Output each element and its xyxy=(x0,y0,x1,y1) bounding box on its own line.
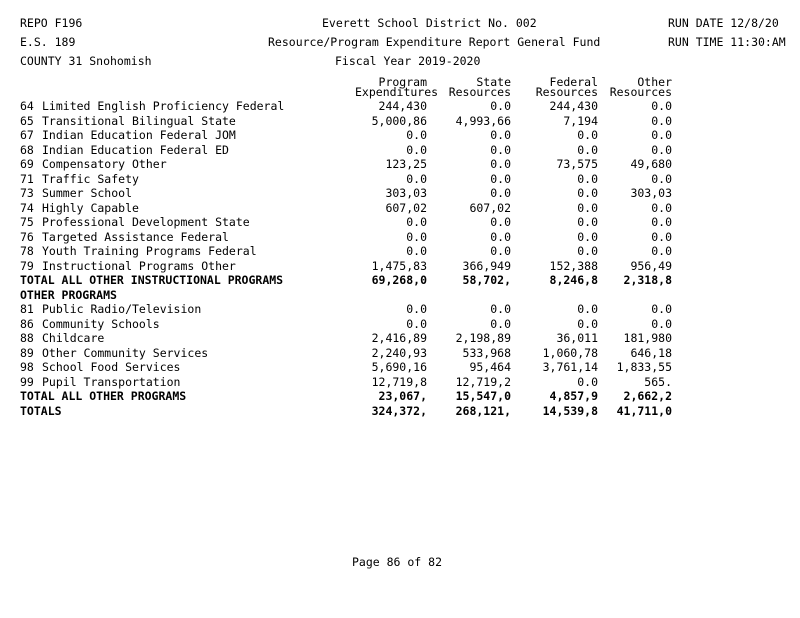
table-row-program: 0.0 xyxy=(406,244,427,258)
table-row-description: Professional Development State xyxy=(42,215,250,229)
table-row-federal: 244,430 xyxy=(549,99,598,113)
table-row-federal: 3,761,14 xyxy=(542,360,598,374)
instructional-total-row-state: 58,702, xyxy=(462,273,511,287)
grand-total-row-other: 41,711,0 xyxy=(616,403,672,418)
table-row-state: 0.0 xyxy=(490,157,511,171)
table-row-description: Highly Capable xyxy=(42,200,139,215)
table-row-description: Compensatory Other xyxy=(42,157,167,171)
table-row-other: 0.0 xyxy=(651,128,672,142)
table-row-program: 0.0 xyxy=(406,171,427,186)
table-row-federal: 36,011 xyxy=(556,331,598,345)
table-row-state: 607,02 xyxy=(469,200,511,215)
grand-total-row-federal: 14,539,8 xyxy=(542,403,598,418)
table-row-program: 123,25 xyxy=(385,157,427,171)
table-row-other: 1,833,55 xyxy=(616,360,672,374)
table-row-program: 0.0 xyxy=(406,128,427,142)
table-row-other: 0.0 xyxy=(651,200,672,215)
instructional-total-row-federal: 8,246,8 xyxy=(549,273,598,287)
table-row-program: 607,02 xyxy=(385,200,427,215)
page-number: Page 86 of 82 xyxy=(352,555,443,569)
table-row-state: 0.0 xyxy=(490,215,511,229)
table-row-code: 67 xyxy=(20,128,34,142)
table-row-federal: 0.0 xyxy=(577,186,598,200)
table-row-other: 49,680 xyxy=(630,157,672,171)
table-row-code: 89 xyxy=(20,345,34,360)
col-other-line1: Other xyxy=(637,75,672,89)
table-row-other: 0.0 xyxy=(651,171,672,186)
table-row-federal: 0.0 xyxy=(577,316,598,331)
table-row-other: 0.0 xyxy=(651,244,672,258)
table-row-description: Indian Education Federal JOM xyxy=(42,128,236,142)
table-row-other: 0.0 xyxy=(651,113,672,128)
report-title: Resource/Program Expenditure Report General Fund xyxy=(268,35,601,49)
table-row-program: 0.0 xyxy=(406,215,427,229)
table-row-other: 0.0 xyxy=(651,316,672,331)
table-row-state: 2,198,89 xyxy=(455,331,511,345)
table-row-other: 0.0 xyxy=(651,215,672,229)
table-row-federal: 152,388 xyxy=(549,258,598,273)
table-row-code: 79 xyxy=(20,258,34,273)
table-row-code: 69 xyxy=(20,157,34,171)
table-row-state: 0.0 xyxy=(490,128,511,142)
table-row-federal: 0.0 xyxy=(577,244,598,258)
table-row-other: 0.0 xyxy=(651,229,672,244)
table-row-code: 64 xyxy=(20,99,34,113)
table-row-other: 303,03 xyxy=(630,186,672,200)
table-row-federal: 0.0 xyxy=(577,229,598,244)
instructional-total-row-program: 69,268,0 xyxy=(371,273,427,287)
table-row-federal: 0.0 xyxy=(577,200,598,215)
other-total-row-state: 15,547,0 xyxy=(455,389,511,403)
table-row-other: 0.0 xyxy=(651,142,672,157)
table-row-code: 98 xyxy=(20,360,34,374)
table-row-program: 0.0 xyxy=(406,316,427,331)
table-row-description: Community Schools xyxy=(42,316,160,331)
col-federal-line2: Resources xyxy=(535,85,598,99)
table-row-description: Transitional Bilingual State xyxy=(42,113,236,128)
table-row-program: 0.0 xyxy=(406,229,427,244)
run-time: RUN TIME 11:30:AM xyxy=(668,35,786,49)
table-row-description: Youth Training Programs Federal xyxy=(42,244,257,258)
table-row-state: 533,968 xyxy=(462,345,511,360)
table-row-description: Summer School xyxy=(42,186,133,200)
table-row-other: 181,980 xyxy=(623,331,672,345)
table-row-description: Traffic Safety xyxy=(42,171,139,186)
table-row-code: 81 xyxy=(20,302,34,316)
table-row-code: 88 xyxy=(20,331,34,345)
table-row-program: 0.0 xyxy=(406,142,427,157)
col-other-line2: Resources xyxy=(609,85,672,99)
table-row-program: 2,240,93 xyxy=(371,345,427,360)
other-programs-heading: OTHER PROGRAMS xyxy=(20,287,117,302)
table-row-code: 75 xyxy=(20,215,34,229)
table-row-federal: 7,194 xyxy=(563,113,598,128)
table-row-state: 0.0 xyxy=(490,171,511,186)
table-row-other: 956,49 xyxy=(630,258,672,273)
table-row-other: 646,18 xyxy=(630,345,672,360)
grand-total-row-label: TOTALS xyxy=(20,403,62,418)
table-row-description: Other Community Services xyxy=(42,345,209,360)
instructional-total-row-label: TOTAL ALL OTHER INSTRUCTIONAL PROGRAMS xyxy=(20,273,284,287)
table-row-state: 0.0 xyxy=(490,302,511,316)
table-row-state: 0.0 xyxy=(490,99,511,113)
table-row-state: 0.0 xyxy=(490,186,511,200)
run-date: RUN DATE 12/8/20 xyxy=(668,16,779,30)
table-row-code: 86 xyxy=(20,316,34,331)
table-row-federal: 73,575 xyxy=(556,157,598,171)
table-row-program: 5,000,86 xyxy=(371,113,427,128)
table-row-state: 95,464 xyxy=(469,360,511,374)
table-row-federal: 0.0 xyxy=(577,374,598,389)
table-row-description: Indian Education Federal ED xyxy=(42,142,229,157)
table-row-code: 65 xyxy=(20,113,34,128)
table-row-description: Childcare xyxy=(42,331,105,345)
table-row-description: Targeted Assistance Federal xyxy=(42,229,229,244)
col-program-line1: Program xyxy=(378,75,427,89)
table-row-code: 73 xyxy=(20,186,34,200)
grand-total-row-program: 324,372, xyxy=(371,403,427,418)
table-row-program: 1,475,83 xyxy=(371,258,427,273)
col-state-line1: State xyxy=(476,75,511,89)
table-row-program: 0.0 xyxy=(406,302,427,316)
other-total-row-federal: 4,857,9 xyxy=(549,389,598,403)
table-row-description: Limited English Proficiency Federal xyxy=(42,99,285,113)
table-row-federal: 0.0 xyxy=(577,142,598,157)
table-row-other: 0.0 xyxy=(651,302,672,316)
table-row-federal: 0.0 xyxy=(577,171,598,186)
col-program-line2: Expenditures xyxy=(355,85,439,99)
table-row-program: 244,430 xyxy=(378,99,427,113)
other-total-row-other: 2,662,2 xyxy=(623,389,672,403)
table-row-code: 71 xyxy=(20,171,34,186)
table-row-federal: 1,060,78 xyxy=(542,345,598,360)
table-row-state: 366,949 xyxy=(462,258,511,273)
table-row-other: 0.0 xyxy=(651,99,672,113)
report-id: REPO F196 xyxy=(20,16,83,30)
table-row-state: 0.0 xyxy=(490,229,511,244)
table-row-program: 303,03 xyxy=(385,186,427,200)
col-state-line2: Resources xyxy=(448,85,511,99)
table-row-program: 5,690,16 xyxy=(371,360,427,374)
grand-total-row-state: 268,121, xyxy=(455,403,511,418)
other-total-row-label: TOTAL ALL OTHER PROGRAMS xyxy=(20,389,187,403)
table-row-description: School Food Services xyxy=(42,360,181,374)
table-row-code: 78 xyxy=(20,244,34,258)
table-row-program: 2,416,89 xyxy=(371,331,427,345)
table-row-code: 74 xyxy=(20,200,34,215)
table-row-state: 12,719,2 xyxy=(455,374,511,389)
district-name: Everett School District No. 002 xyxy=(322,16,537,30)
table-row-code: 99 xyxy=(20,374,34,389)
table-row-state: 4,993,66 xyxy=(455,113,511,128)
table-row-federal: 0.0 xyxy=(577,302,598,316)
table-row-federal: 0.0 xyxy=(577,215,598,229)
col-federal-line1: Federal xyxy=(549,75,598,89)
table-row-state: 0.0 xyxy=(490,142,511,157)
table-row-code: 76 xyxy=(20,229,34,244)
es-id: E.S. 189 xyxy=(20,35,76,49)
table-row-other: 565. xyxy=(644,374,672,389)
table-row-description: Pupil Transportation xyxy=(42,374,181,389)
fiscal-year: Fiscal Year 2019-2020 xyxy=(335,54,481,68)
table-row-description: Instructional Programs Other xyxy=(42,258,236,273)
table-row-state: 0.0 xyxy=(490,244,511,258)
table-row-description: Public Radio/Television xyxy=(42,302,202,316)
other-total-row-program: 23,067, xyxy=(378,389,427,403)
table-row-federal: 0.0 xyxy=(577,128,598,142)
table-row-program: 12,719,8 xyxy=(371,374,427,389)
table-row-code: 68 xyxy=(20,142,34,157)
county: COUNTY 31 Snohomish xyxy=(20,54,152,68)
instructional-total-row-other: 2,318,8 xyxy=(623,273,672,287)
table-row-state: 0.0 xyxy=(490,316,511,331)
